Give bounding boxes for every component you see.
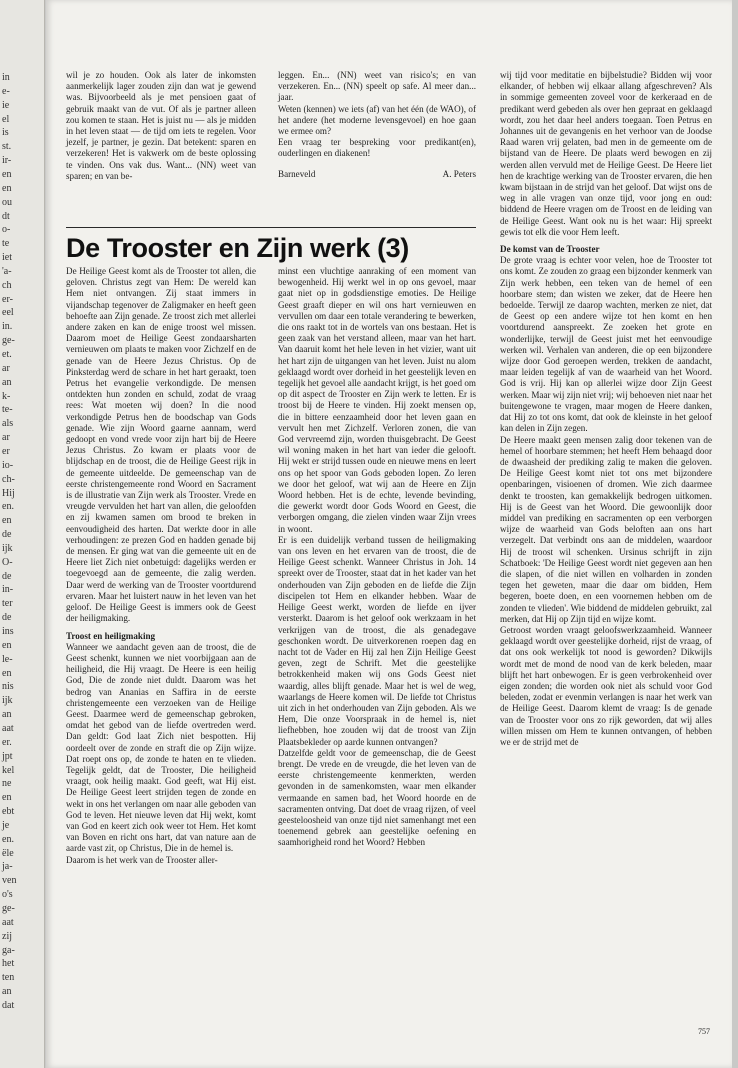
margin-fragment: ir- [2, 155, 12, 167]
margin-fragment: aat [2, 916, 14, 928]
margin-fragment: iet [2, 252, 12, 264]
margin-fragment: dat [2, 1000, 15, 1011]
adjacent-page-edge [0, 0, 45, 1068]
margin-fragment: e- [2, 85, 10, 97]
margin-fragment: an [2, 986, 12, 998]
margin-fragment: en [2, 515, 12, 527]
magazine-page [46, 0, 732, 1068]
signature [278, 169, 476, 180]
article-title: De Trooster en Zijn werk (3) [66, 233, 409, 263]
margin-fragment: er [2, 445, 10, 457]
margin-fragment: le- [2, 653, 13, 665]
margin-fragment: en [2, 168, 12, 180]
margin-fragment: an [2, 709, 12, 721]
margin-fragment: het [2, 958, 15, 970]
page-number: 757 [698, 1027, 710, 1036]
margin-fragment: dt [2, 210, 10, 222]
article-paragraph: Wanneer we aandacht geven aan de troost, die de Geest schenkt, kunnen we niet voorbijgaan aan de heiligheid, die Hij vraagt. De Heere is een heilig God, Die de zonde niet duldt. Daarom was het bedrog van Ananias en Saffira in de eerste christengemeente een verzoeken van de Heilige Geest. Daarmee werd de gemeenschap gebroken, omdat het gebod van de liefde overtreden werd. Dan geldt: God laat Zich niet bespotten. Hij oordeelt over de zonde en straft die op Zijn wijze. Dat roept ons op, de zonde te haten en te vlieden. Tegelijk geldt, dat de Trooster, Die heiligheid vraagt, ook heilig maakt. God geeft, wat Hij eist. De Heilige Geest leert strijden tegen de zonde en wekt in ons het verlangen om naar alle geboden van God te leven. Het nieuwe leven dat Hij wekt, komt van God en keert zich ook weer tot Hem. Het komt van Boven en richt ons hart, dat van nature aan de aarde vast zit, op Christus, Die in de hemel is. [66, 641, 256, 854]
margin-fragment: ten [2, 972, 15, 984]
article-paragraph: De grote vraag is echter voor velen, hoe de Trooster tot ons komt. Ze zouden zo graag een bijzonder kenmerk van Zijn werk hebben, een teken van de hemel of een hoorbare stem; dan wisten we zeker, dat de Heere hen bedoelde. Terwijl ze daarop wachten, merken ze niet, dat de Geest op een andere wijze tot hen komt en hen voortdurend aanspreekt. Ze zoeken het grote en wonderlijke, terwijl de Geest juist met het eenvoudige werken wil. Verhalen van anderen, die op een bijzondere wijze door God geroepen werden, trekken de aandacht, maar leiden tegelijk af van de waarheid van het Woord. God is vrij. Hij kan op allerlei wijze door Zijn Geest werken. Maar wij zijn niet vrij; wij behoeven niet naar het buitengewone te vragen, maar mogen de Heere danken, dat Hij zo tot ons komt, dat ook de kleinste in het geloof kan delen in Zijn zegen. [500, 255, 712, 434]
margin-fragment: de [2, 529, 12, 541]
margin-fragment: k- [2, 390, 11, 402]
margin-fragment: als [2, 418, 14, 430]
article-paragraph: Datzelfde geldt voor de gemeenschap, die de Geest brengt. De vrede en de vreugde, die het leven van de eerste christengemeente kenmerkten, werden gevonden in de samenkomsten, waar men elkander vermaande en samen bad, het Woord hoorde en de sacramenten ontving. Dat doet de vraag rijzen, of veel geesteloosheid van onze tijd niet samenhangt met een toenemend gebrek aan geestelijke oefening en saamhorigheid rond het Woord? Hebben [278, 747, 476, 848]
margin-fragment: an [2, 376, 12, 388]
margin-fragment: ou [2, 196, 12, 208]
article-divider [66, 227, 476, 228]
margin-fragment: ge- [2, 335, 15, 347]
margin-fragment: ja- [2, 861, 13, 873]
margin-fragment: io- [2, 459, 14, 471]
signature-place: Barneveld [278, 168, 316, 179]
article-column-1 [66, 266, 256, 866]
section-heading: Troost en heiligmaking [66, 630, 156, 641]
margin-fragment: o- [2, 224, 11, 236]
margin-fragment: te [2, 238, 10, 250]
margin-fragment: kel [2, 764, 15, 776]
margin-fragment: Hij [2, 487, 15, 499]
margin-fragment: O- [2, 556, 13, 568]
margin-fragment: ven [2, 875, 17, 887]
margin-fragment: in- [2, 584, 14, 596]
margin-fragment: en [2, 182, 12, 194]
margin-fragment: in. [2, 321, 13, 333]
previous-article-text: leggen. En... (NN) weet van risico's; en van verzekeren. En... (NN) speelt op safe. Al meer dan... jaar. [278, 70, 476, 103]
margin-fragment: aat [2, 722, 14, 734]
margin-fragment: ar [2, 362, 10, 374]
margin-fragment: zij [2, 930, 12, 942]
margin-fragment: nis [2, 681, 14, 693]
margin-fragment: je [2, 819, 10, 831]
section-heading: De komst van de Trooster [500, 244, 600, 255]
margin-fragment: er. [2, 736, 12, 748]
article-column-3 [500, 70, 712, 748]
article-paragraph: De Heere maakt geen mensen zalig door tekenen van de hemel of hoorbare stemmen; het heeft Hem behaagd door de dwaasheid der prediking zalig te maken die geloven. De Heilige Geest komt niet tot ons met bijzondere openbaringen, visioenen of dromen. Wie zich daarmee denkt te troosten, kan gemakkelijk bedrogen uitkomen. Hij is de Geest van het Woord. Die gewoonlijk door middel van prediking en sacramenten op een verborgen wijze de waarheid van Gods beloften aan ons hart verzegelt. Dat verbindt ons aan de middelen, waardoor Hij de troost wil schenken. Ursinus schrijft in zijn Schatboek: 'De Heilige Geest wordt niet gegeven aan hen die slapen, of die niet willen en volharden in zonden tegen het geweten, maar die daar om bidden, Hem begeren, boete doen, en een voornemen hebben om de zonden te vlieden'. Wie biddend de middelen gebruikt, zal merken, dat Hij op Zijn tijd en wijze komt. [500, 434, 712, 624]
margin-fragment: in [2, 72, 10, 83]
previous-article-column-2 [278, 70, 476, 180]
margin-fragment: en [2, 667, 12, 679]
article-paragraph: Er is een duidelijk verband tussen de heiligmaking van ons leven en het ervaren van de troost, die de Heilige Geest schenkt. Wanneer Christus in Joh. 14 spreekt over de Trooster, staat dat in het kader van het onderhouden van Zijn geboden en de liefde die Zijn discipelen tot Hem en elkander hebben. Waar de Heilige Geest werkt, worden de liefde en ijver versterkt. Daarom is het geloof ook werkzaam in het verkrijgen van de troost, die als genadegave geschonken wordt. De uitverkorenen roepen dag en nacht tot de Vader en Hij zal hen Zijn Heilige Geest geven, zegt de Schrift. Met die geestelijke betrokkenheid maken wij ons Gods Geest niet waardig, alles blijft genade. Maar het is wel de weg, waarlangs de Heere komen wil. De liefde tot Christus uit zich in het onderhouden van Zijn geboden. Als we Hem, Die onze Voorspraak in de hemel is, niet liefhebben, hoe zouden wij dat de troost van Zijn Plaatsbekleder op aarde kunnen ontvangen? [278, 534, 476, 747]
margin-fragment: en [2, 792, 12, 804]
signature-name: A. Peters [442, 168, 476, 179]
margin-fragment: jpt [2, 750, 13, 762]
margin-fragment: el [2, 113, 10, 125]
margin-fragment: ter [2, 598, 13, 610]
margin-fragment: ge- [2, 903, 15, 915]
previous-article-column-1 [66, 70, 256, 182]
margin-fragment: de [2, 570, 12, 582]
margin-fragment: te- [2, 404, 13, 416]
margin-fragment: et. [2, 349, 12, 360]
margin-fragment: er- [2, 293, 13, 305]
previous-article-text: Een vraag ter bespreking voor predikant(en), ouderlingen en diakenen! [278, 137, 476, 159]
margin-fragment: ie [2, 99, 10, 111]
margin-fragment: ële [2, 847, 14, 859]
margin-fragment: ga- [2, 944, 15, 956]
margin-fragment: ne [2, 778, 12, 790]
article-paragraph: Getroost worden vraagt geloofswerkzaamheid. Wanneer geklaagd wordt over geestelijke dorheid, rijst de vraag, of dat ons ook werkelijk tot nood is geworden? Dikwijls wordt met de mond de nood van de kerk beleden, maar blijft het hart onbewogen. Er is geen verbrokenheid over eigen zonden; die worden ook niet als schuld voor God beleden, zodat er evenmin verlangen is naar het werk van de Heilige Geest. Daarom klemt de vraag: Is de genade van de Trooster voor ons zo rijk geworden, dat wij alles willen missen om Hem te kunnen ontvangen, of hebben we er de strijd met de [500, 624, 712, 747]
margin-fragment: en. [2, 501, 14, 513]
margin-fragment: ch [2, 279, 12, 291]
margin-fragment: en [2, 639, 12, 651]
previous-article-text: Weten (kennen) we iets (af) van het één (de WAO), of het andere (het moderne levensgevoel) en hoe gaan we ermee om? [278, 103, 476, 137]
margin-fragment: ijk [2, 695, 13, 707]
margin-fragment: ijk [2, 542, 13, 554]
margin-fragment: ins [2, 626, 14, 638]
previous-article-text: wil je zo houden. Ook als later de inkomsten aanmerkelijk lager zouden zijn dan wat je gewend was. Bijvoorbeeld als je met pensioen gaat of gebruik maakt van de vut. Of als je partner alleen zou komen te staan. Het is juist nu — als je midden in het leven staat — de tijd om iets te regelen. Voor jezelf, je partner, je gezin. Dat betekent: sparen en verzekeren! Het is vakwerk om de beste oplossing te vinden. Ons vak dus. Want... (NN) weet van sparen; en van be- [66, 70, 256, 181]
margin-fragment: ebt [2, 806, 15, 818]
margin-fragment: ch- [2, 473, 15, 485]
margin-fragment: 'a- [2, 265, 12, 277]
margin-fragment: de [2, 612, 12, 624]
margin-fragment: eel [2, 307, 14, 319]
margin-fragment: st. [2, 141, 12, 153]
article-paragraph: minst een vluchtige aanraking of een moment van bewogenheid. Hij werkt wel in op ons gevoel, maar gaat niet op in godsdienstige emoties. De Heilige Geest graaft dieper en wil ons hart vernieuwen en vervullen om daar een totale verandering te bewerken, die ons raakt tot in de wortels van ons bestaan. Het is geen zaak van het verstand alleen, maar van het hart. Van daaruit komt het hele leven in het vizier, want uit het hart zijn de uitgangen van het leven. Juist nu alom geklaagd wordt over dorheid in het geestelijk leven en tegelijk het gevoel alle aandacht krijgt, is het goed om op dit aspect de Trooster en Zijn werk te letten. Er is troost bij de Heere te vinden. Hij zoekt mensen op, die in bittere eenzaamheid door het leven gaan en vervult hen met Zichzelf. Verloren zonen, die van God vervreemd zijn, worden thuisgebracht. De Geest wil woning maken in het hart van ieder die gelooft. Hij wekt er strijd tussen oude en nieuwe mens en leert ons op het spoor van Gods geboden lopen. Zo leren we door het geloof, wat wij aan de Heere en Zijn Woord hebben. Het is de echte, levende bevinding, die gewerkt wordt door Gods Woord en Geest, die verborgen omgang, die zielen vinden waar Zijn vrees in woont. [278, 266, 476, 534]
margin-fragment: en. [2, 833, 14, 845]
article-column-2 [278, 266, 476, 849]
margin-fragment: is [2, 127, 9, 139]
article-paragraph: De Heilige Geest komt als de Trooster tot allen, die geloven. Christus zegt van Hem: De wereld kan Hem niet ontvangen. Zij staat immers in vijandschap tegenover de Zaligmaker en heeft geen behoefte aan Zijn genade. Ze troost zich met allerlei andere zaken en kan de enige troost wel missen. Daarom moet de Heilige Geest zondaarsharten vernieuwen om plaats te maken voor Zichzelf en de genade van de Heere Jezus Christus. Op de Pinksterdag werd de schare in het hart geraakt, toen Petrus het evangelie verkondigde. De mensen ontdekten hun zonden en schuld, zodat de vraag rees: Wat moeten wij doen? In die nood verkondigde Petrus hen de boodschap van Gods genade. Wie zijn Woord gaarne aannam, werd gedoopt en vond vrede voor zijn hart bij de Heere Jezus Christus. Zo kwam er plaats voor de blijdschap en de troost, die de Heilige Geest rijk in de gemeente uitdeelde. De gemeenschap van de eerste christengemeente rond Woord en Sacrament is de illustratie van Zijn werk als Trooster. Vrede en vreugde vervulden het hart van allen, die geloofden en zij kwamen samen om brood te breken in eenvoudigheid des harten. Dat werkte door in alle verhoudingen: ze prezen God en hadden genade bij de mensen. Er ging wat van die gemeente uit en de Heere liet Zich niet onbetuigd: dagelijks werden er toegevoegd aan de gemeente, die zalig werden. Daar werd de werking van de Trooster voortdurend ervaren. Maar het luistert nauw in het leven van het geloof. De Heilige Geest is immers ook de Geest der heiligmaking. [66, 266, 256, 624]
article-paragraph: wij tijd voor meditatie en bijbelstudie? Bidden wij voor elkander, of hebben wij elkaar allang afgeschreven? Als in sommige gemeenten zoveel voor de kerkeraad en de predikant werd gebeden als over hen gepraat en geklaagd wordt, zou het daar heel anders toegaan. Toen Petrus en Johannes uit de gevangenis en het verhoor van de Joodse Raad waren vrij gelaten, bad men in de gemeente om de bijstand van de Heere. De plaats werd bewogen en zij werden allen vervuld met de Heilige Geest. De Heere liet hen de krachtige werking van de Trooster ervaren, die hen kwam bijstaan in de strijd van het geloof. Dat wijst ons de weg in alle vragen van onze tijd, voor jong en oud: biddend de Heere vragen om de Troost en de leiding van de Heilige Geest. Want ook nu is het waar: Hij spreekt gewis tot elk die voor Hem leeft. [500, 70, 712, 237]
margin-fragment: o's [2, 889, 13, 901]
article-paragraph: Daarom is het werk van de Trooster aller- [66, 854, 218, 865]
margin-fragment: ar [2, 432, 10, 444]
